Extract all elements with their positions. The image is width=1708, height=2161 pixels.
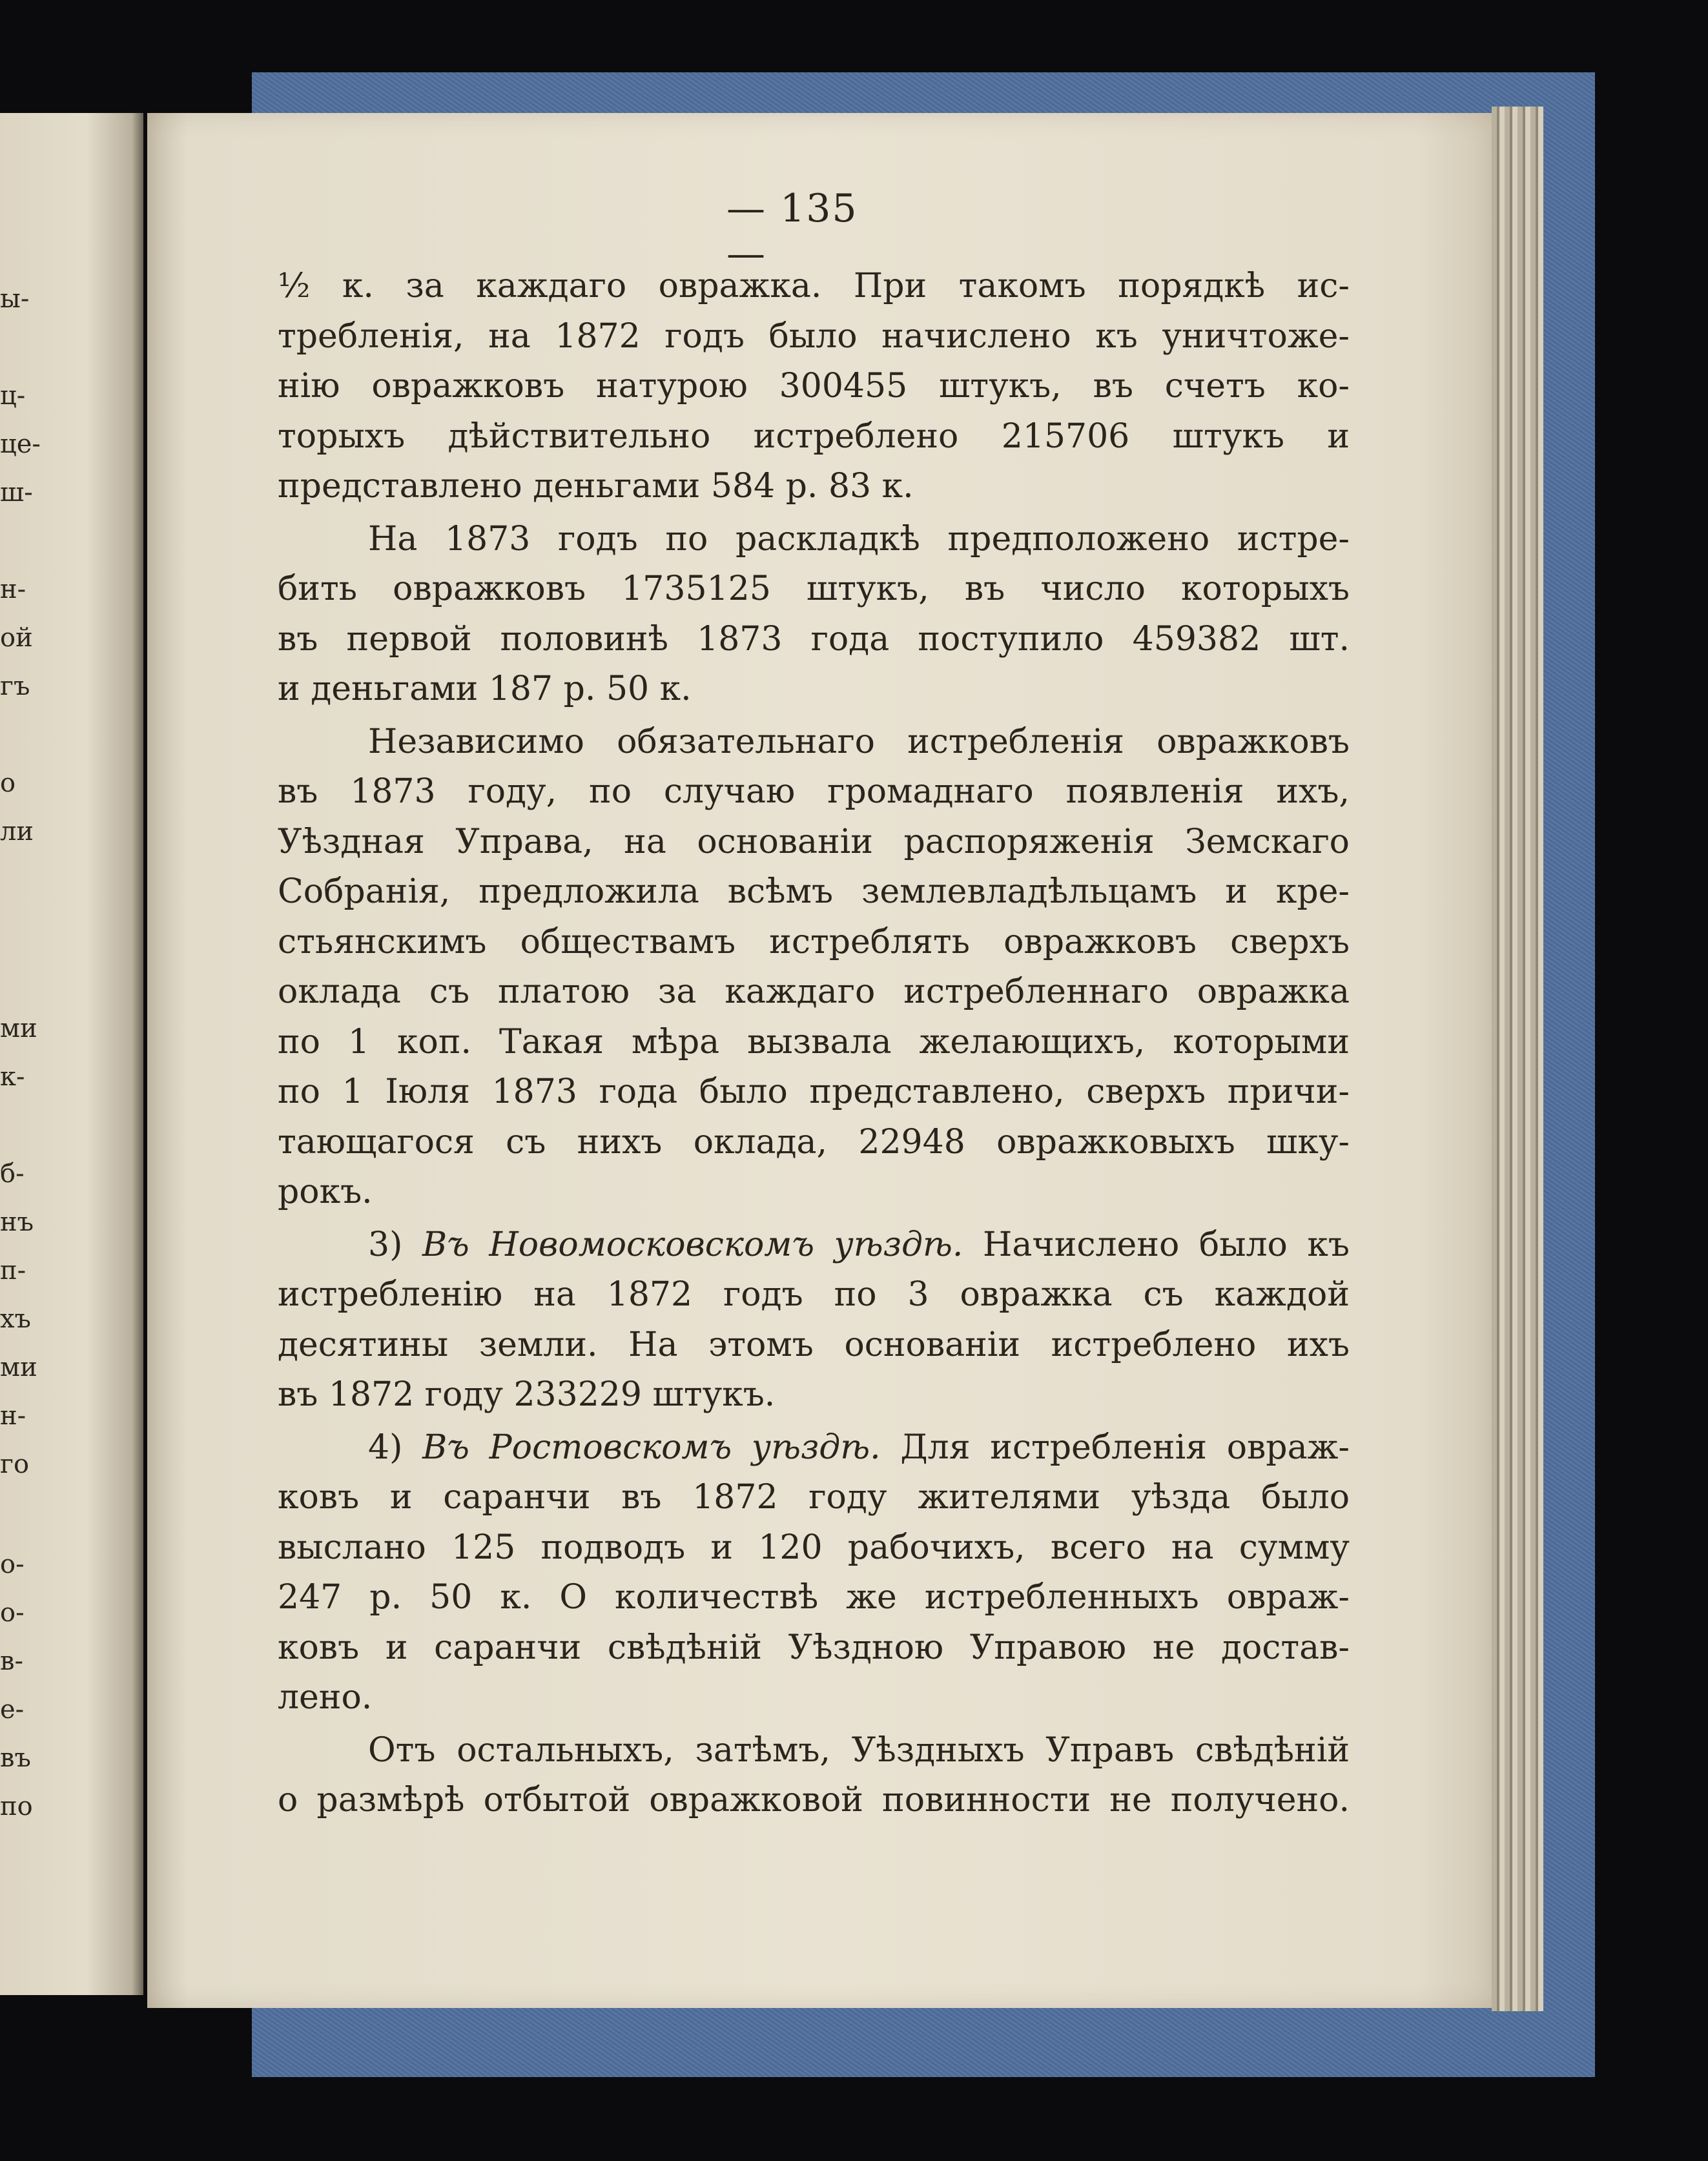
left-page-fragment: [0, 113, 143, 1995]
text-line: въ 1873 году, по случаю громаднаго появленія ихъ,: [278, 772, 1350, 811]
page-edges: [1492, 107, 1543, 2011]
section-heading-line: [278, 1220, 1350, 1271]
margin-fragment: в-: [0, 1646, 24, 1676]
text-line: торыхъ дѣйствительно истреблено 215706 штукъ и: [278, 416, 1350, 456]
margin-fragment: ли: [0, 817, 34, 846]
text-line: Для истребленія овраж-: [900, 1428, 1350, 1467]
margin-fragment: въ: [0, 1743, 31, 1773]
margin-fragment: нъ: [0, 1207, 34, 1237]
page-number: — 135 —: [726, 186, 858, 276]
text-line: въ 1872 году 233229 штукъ.: [278, 1375, 776, 1414]
text-line: Начислено было къ: [982, 1225, 1350, 1264]
text-line: бить овражковъ 1735125 штукъ, въ число которыхъ: [278, 569, 1350, 608]
margin-fragment: це-: [0, 429, 41, 459]
text-line: выслано 125 подводъ и 120 рабочихъ, всего на сумму: [278, 1528, 1350, 1567]
margin-fragment: ой: [0, 623, 33, 653]
text-line: по 1 Іюля 1873 года было представлено, сверхъ причи-: [278, 1072, 1350, 1111]
text-line: о размѣрѣ отбытой овражковой повинности не получено.: [278, 1781, 1350, 1819]
text-line: На 1873 годъ по раскладкѣ предположено истре-: [368, 519, 1350, 558]
text-line: 247 р. 50 к. О количествѣ же истребленныхъ овраж-: [278, 1578, 1350, 1617]
margin-fragment: хъ: [0, 1304, 32, 1334]
district-name: Въ Новомосковскомъ уѣздѣ.: [422, 1225, 963, 1264]
text-line: Собранія, предложила всѣмъ землевладѣльцамъ и кре-: [278, 872, 1350, 911]
text-line: десятины земли. На этомъ основаніи истреблено ихъ: [278, 1325, 1350, 1364]
text-line: ковъ и саранчи въ 1872 году жителями уѣзда было: [278, 1478, 1350, 1517]
margin-fragment: ц-: [0, 381, 26, 411]
margin-fragment: н-: [0, 575, 26, 604]
margin-fragment: ми: [0, 1014, 37, 1043]
text-line: ковъ и саранчи свѣдѣній Уѣздною Управою не достав-: [278, 1628, 1350, 1667]
text-line: нію овражковъ натурою 300455 штукъ, въ счетъ ко-: [278, 367, 1350, 405]
text-line: оклада съ платою за каждаго истребленнаго овражка: [278, 972, 1350, 1011]
text-line: Уѣздная Управа, на основаніи распоряженія Земскаго: [278, 822, 1350, 861]
margin-fragment: н-: [0, 1401, 26, 1431]
text-line: ½ к. за каждаго овражка. При такомъ порядкѣ ис-: [278, 267, 1350, 305]
text-line: требленія, на 1872 годъ было начислено къ уничтоже-: [278, 316, 1350, 356]
margin-fragment: го: [0, 1449, 30, 1479]
text-line: лено.: [278, 1678, 373, 1717]
margin-fragment: ы-: [0, 284, 30, 314]
text-line: рокъ.: [278, 1173, 373, 1211]
text-line: по 1 коп. Такая мѣра вызвала желающихъ, которыми: [278, 1022, 1350, 1061]
text-line: тающагося съ нихъ оклада, 22948 овражковыхъ шку-: [278, 1122, 1350, 1162]
margin-fragment: о-: [0, 1550, 25, 1579]
margin-fragment: о: [0, 768, 16, 798]
text-line: представлено деньгами 584 р. 83 к.: [278, 467, 914, 506]
page-body-text: [278, 261, 1350, 1826]
text-line: Независимо обязательнаго истребленія овражковъ: [368, 722, 1350, 761]
text-line: стьянскимъ обществамъ истреблять овражковъ сверхъ: [278, 922, 1350, 961]
margin-fragment: о-: [0, 1598, 25, 1628]
text-line: истребленію на 1872 годъ по 3 овражка съ каждой: [278, 1275, 1350, 1314]
text-line: въ первой половинѣ 1873 года поступило 459382 шт.: [278, 619, 1350, 659]
text-line: Отъ остальныхъ, затѣмъ, Уѣздныхъ Управъ свѣдѣній: [368, 1730, 1350, 1770]
margin-fragment: п-: [0, 1256, 26, 1285]
text-line: и деньгами 187 р. 50 к.: [278, 670, 692, 708]
margin-fragment: е-: [0, 1695, 25, 1725]
margin-fragment: б-: [0, 1159, 25, 1189]
section-heading-line: [278, 1423, 1350, 1473]
section-number: 3): [368, 1225, 403, 1264]
margin-fragment: по: [0, 1792, 33, 1821]
district-name: Въ Ростовскомъ уѣздѣ.: [422, 1428, 881, 1467]
margin-fragment: ш-: [0, 478, 33, 507]
section-number: 4): [368, 1428, 403, 1467]
margin-fragment: к-: [0, 1062, 25, 1092]
margin-fragment: гъ: [0, 671, 30, 701]
margin-fragment: ми: [0, 1353, 37, 1382]
